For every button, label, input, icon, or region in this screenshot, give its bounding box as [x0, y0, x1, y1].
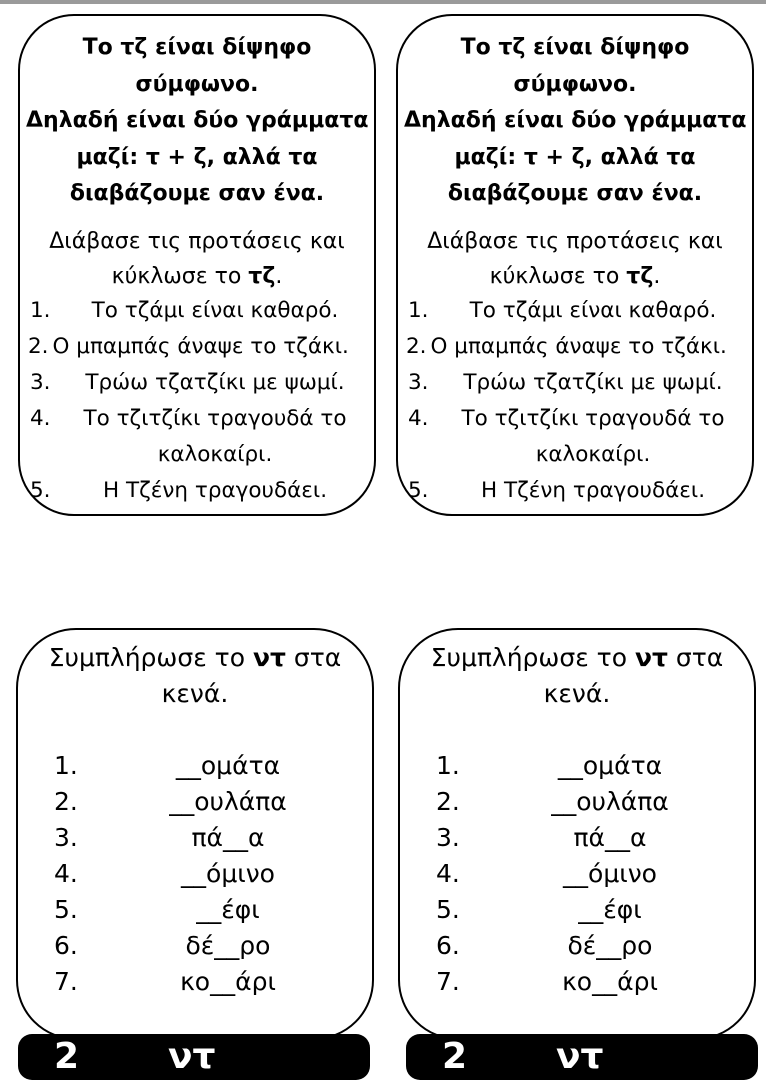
sentence-item — [20, 329, 374, 365]
bar-number: 2 — [442, 1036, 468, 1077]
sentence-continuation: καλοκαίρι. — [535, 442, 651, 467]
word-blank: __έφι — [196, 895, 260, 924]
item-number: 3. — [436, 823, 460, 852]
sentence-item — [398, 329, 752, 365]
instruction-text: κύκλωσε το — [111, 264, 249, 289]
instruction-period: . — [653, 264, 661, 289]
sentence-item — [398, 365, 752, 401]
item-number: 6. — [54, 931, 78, 960]
instruction-line — [400, 640, 754, 676]
instruction-line: κενά. — [543, 679, 611, 708]
sentence-item — [398, 293, 752, 329]
item-number: 4. — [54, 859, 78, 888]
word-blank: κο__άρι — [180, 967, 276, 996]
tz-instruction — [24, 224, 370, 294]
tz-explanation — [26, 30, 368, 213]
instruction-line — [18, 640, 372, 676]
word-blank: __ουλάπα — [169, 787, 287, 816]
word-list — [400, 748, 754, 1000]
explanation-line: μαζί: τ + ζ, αλλά τα — [76, 144, 318, 170]
item-number: 2. — [28, 334, 49, 359]
instruction-text: στα — [285, 643, 342, 672]
word-item — [18, 784, 372, 820]
instruction-text: στα — [667, 643, 724, 672]
keyword-nt: ντ — [634, 643, 668, 672]
bar-letters: ντ — [556, 1036, 604, 1077]
word-item — [400, 892, 754, 928]
word-blank: δέ__ρο — [567, 931, 653, 960]
explanation-line: μαζί: τ + ζ, αλλά τα — [454, 144, 696, 170]
top-rule — [0, 0, 766, 4]
item-number: 5. — [436, 895, 460, 924]
item-number: 1. — [408, 298, 429, 323]
word-item — [18, 748, 372, 784]
item-number: 5. — [408, 478, 429, 503]
sentence-list — [398, 293, 752, 509]
keyword-tz: τζ — [626, 264, 654, 289]
word-item — [18, 856, 372, 892]
sentence-item — [20, 401, 374, 473]
label-bar-right — [406, 1034, 758, 1080]
item-number: 3. — [30, 370, 51, 395]
item-number: 7. — [436, 967, 460, 996]
item-number: 4. — [408, 406, 429, 431]
nt-instruction — [400, 640, 754, 712]
sentence-text: Το τζάμι είναι καθαρό. — [469, 298, 717, 323]
item-number: 2. — [406, 334, 427, 359]
word-blank: πά__α — [573, 823, 647, 852]
nt-card-left — [16, 628, 374, 1040]
sentence-text: Το τζιτζίκι τραγουδά το — [461, 406, 725, 431]
keyword-tz: τζ — [248, 264, 276, 289]
item-number: 5. — [30, 478, 51, 503]
word-item — [400, 928, 754, 964]
tz-instruction — [402, 224, 748, 294]
explanation-line: σύμφωνο. — [513, 71, 637, 97]
item-number: 1. — [436, 751, 460, 780]
instruction-text: Συμπλήρωσε το — [430, 643, 635, 672]
sentence-text: Το τζάμι είναι καθαρό. — [91, 298, 339, 323]
word-item — [400, 856, 754, 892]
sentence-text: Το τζιτζίκι τραγουδά το — [83, 406, 347, 431]
explanation-line: διαβάζουμε σαν ένα. — [447, 181, 703, 206]
word-blank: __όμινο — [181, 859, 275, 888]
tz-explanation — [404, 30, 746, 213]
item-number: 7. — [54, 967, 78, 996]
sentence-item — [398, 473, 752, 509]
keyword-nt: ντ — [252, 643, 286, 672]
sentence-text: Τρώω τζατζίκι με ψωμί. — [463, 370, 723, 395]
explanation-line: Το τζ είναι δίψηφο — [82, 35, 312, 60]
tz-card-right — [396, 14, 754, 516]
bar-number: 2 — [54, 1036, 80, 1077]
word-item — [18, 892, 372, 928]
word-item — [18, 928, 372, 964]
word-list — [18, 748, 372, 1000]
sentence-item — [20, 365, 374, 401]
nt-card-right — [398, 628, 756, 1040]
sentence-text: Τρώω τζατζίκι με ψωμί. — [85, 370, 345, 395]
instruction-line: Διάβασε τις προτάσεις και — [49, 229, 345, 254]
word-blank: __όμινο — [563, 859, 657, 888]
word-blank: __ομάτα — [557, 751, 663, 780]
word-blank: πά__α — [191, 823, 265, 852]
item-number: 6. — [436, 931, 460, 960]
instruction-line — [402, 259, 748, 294]
word-item — [18, 820, 372, 856]
sentence-text: Η Τζένη τραγουδάει. — [480, 478, 706, 503]
word-blank: δέ__ρο — [185, 931, 271, 960]
instruction-line: κενά. — [161, 679, 229, 708]
item-number: 4. — [30, 406, 51, 431]
word-item — [18, 964, 372, 1000]
word-item — [400, 964, 754, 1000]
nt-instruction — [18, 640, 372, 712]
sentence-continuation: καλοκαίρι. — [157, 442, 273, 467]
sentence-text: Η Τζένη τραγουδάει. — [102, 478, 328, 503]
sentence-item — [20, 473, 374, 509]
item-number: 1. — [54, 751, 78, 780]
tz-card-left — [18, 14, 376, 516]
instruction-period: . — [275, 264, 283, 289]
item-number: 4. — [436, 859, 460, 888]
sentence-list — [20, 293, 374, 509]
item-number: 2. — [54, 787, 78, 816]
sentence-item — [398, 401, 752, 473]
sentence-text: Ο μπαμπάς άναψε το τζάκι. — [52, 334, 349, 359]
word-item — [400, 820, 754, 856]
word-item — [400, 748, 754, 784]
explanation-line: Δηλαδή είναι δύο γράμματα — [26, 108, 369, 133]
item-number: 5. — [54, 895, 78, 924]
word-blank: __ουλάπα — [551, 787, 669, 816]
item-number: 3. — [408, 370, 429, 395]
word-blank: κο__άρι — [562, 967, 658, 996]
instruction-line — [24, 259, 370, 294]
item-number: 3. — [54, 823, 78, 852]
instruction-line: Διάβασε τις προτάσεις και — [427, 229, 723, 254]
word-blank: __ομάτα — [175, 751, 281, 780]
explanation-line: διαβάζουμε σαν ένα. — [69, 181, 325, 206]
item-number: 2. — [436, 787, 460, 816]
explanation-line: Δηλαδή είναι δύο γράμματα — [404, 108, 747, 133]
sentence-item — [20, 293, 374, 329]
label-bar-left — [18, 1034, 370, 1080]
word-item — [400, 784, 754, 820]
instruction-text: Συμπλήρωσε το — [48, 643, 253, 672]
item-number: 1. — [30, 298, 51, 323]
bar-letters: ντ — [168, 1036, 216, 1077]
instruction-text: κύκλωσε το — [489, 264, 627, 289]
explanation-line: σύμφωνο. — [135, 71, 259, 97]
sentence-text: Ο μπαμπάς άναψε το τζάκι. — [430, 334, 727, 359]
word-blank: __έφι — [578, 895, 642, 924]
explanation-line: Το τζ είναι δίψηφο — [460, 35, 690, 60]
